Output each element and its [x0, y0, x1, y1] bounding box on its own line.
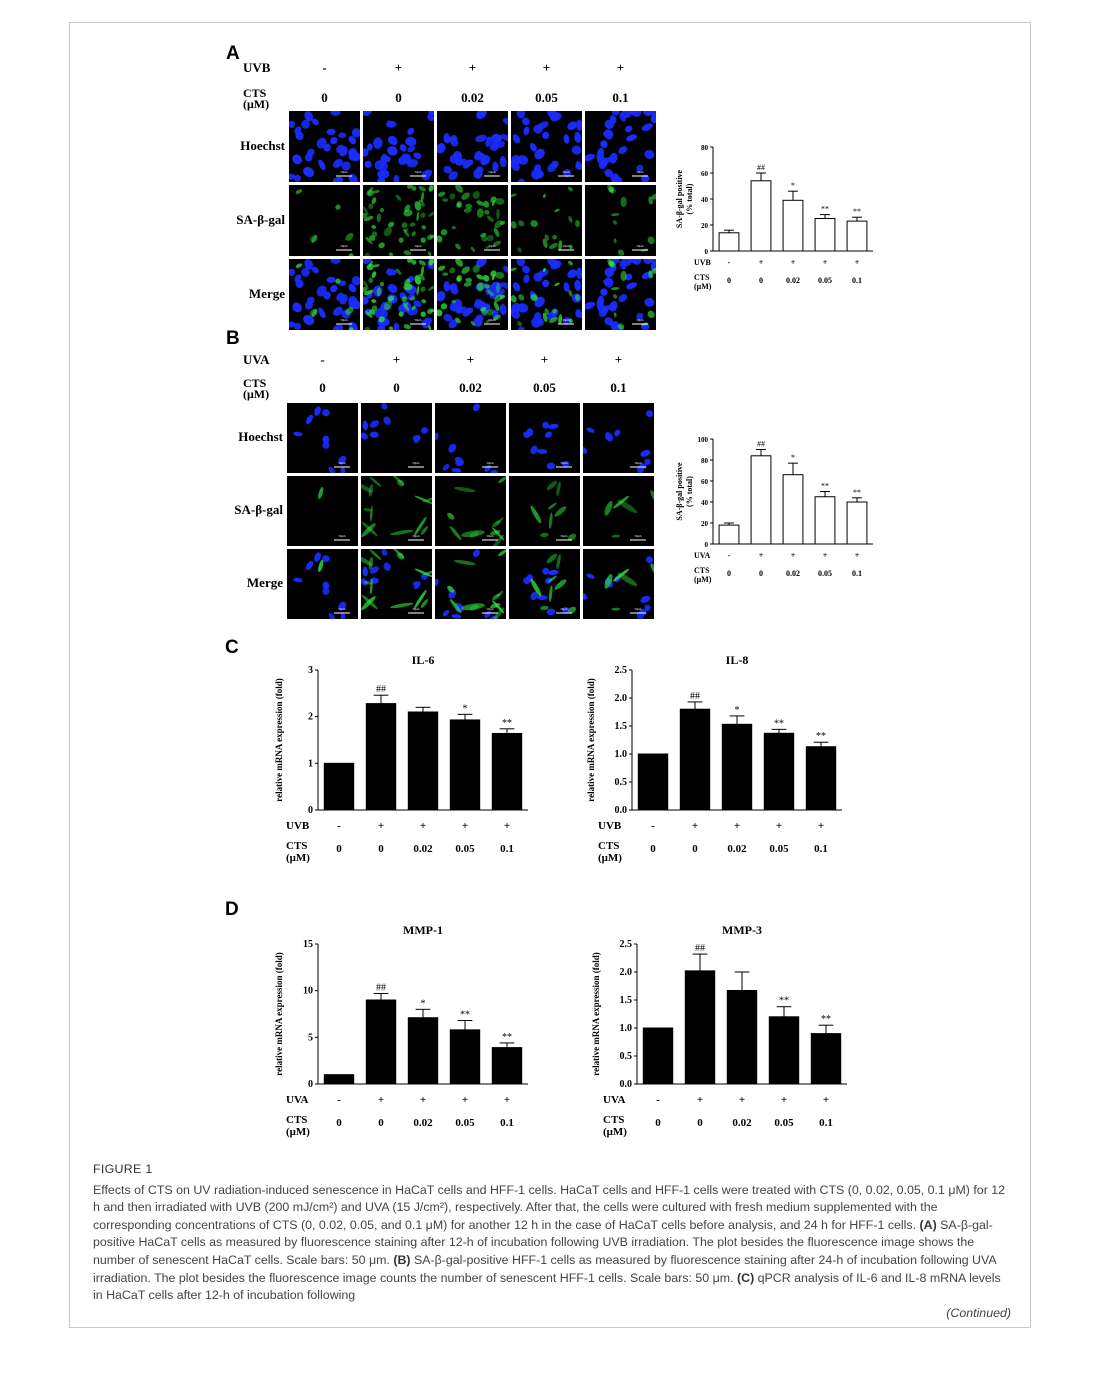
y-axis-label: SA-β-gal positive	[675, 169, 684, 229]
panel-b-row-label-2: Merge	[246, 575, 283, 590]
mmp3-chart	[585, 918, 875, 1144]
scale-bar-label: 50μm	[338, 607, 346, 611]
micrograph-b-r0-c3	[509, 403, 580, 473]
micrograph-b-r1-c3	[509, 476, 580, 546]
panel-a-cts-0: 0	[321, 90, 328, 105]
cts-label: CTS	[694, 566, 710, 575]
cts-tick-label: 0	[655, 1117, 661, 1129]
cts-tick-label: 0	[336, 1117, 342, 1129]
treatment-label: UVB	[286, 820, 310, 832]
significance-mark: **	[821, 481, 829, 491]
y-axis-label: (% total)	[685, 476, 694, 507]
bar	[811, 1034, 840, 1084]
micrograph-a-r0-c0	[289, 111, 363, 186]
scale-bar-label: 50μm	[560, 607, 568, 611]
y-tick-label: 2	[308, 711, 313, 723]
treatment-sign: +	[817, 820, 825, 832]
significance-mark: ##	[757, 439, 765, 449]
treatment-sign: +	[775, 820, 783, 832]
cts-tick-label: 0.02	[727, 843, 747, 855]
treatment-label: UVB	[598, 820, 622, 832]
y-tick-label: 20	[701, 520, 708, 528]
panel-c-letter: C	[225, 637, 239, 658]
cts-tick-label: 0	[378, 1117, 384, 1129]
y-tick-label: 0	[704, 541, 708, 549]
y-tick-label: 0	[308, 805, 313, 816]
scale-bar-label: 50μm	[412, 461, 420, 465]
cts-tick-label: 0	[336, 843, 342, 855]
treatment-sign: -	[727, 551, 731, 560]
caption-intro: Effects of CTS on UV radiation-induced senescence in HaCaT cells and HFF-1 cells. HaCaT cells and HFF-1 cells were treated with CTS (0, 0.02, 0.05, 0.1 μM) for 12 h and then irradiated with UVB (200 mJ/cm²) and UVA (15 J/cm²), respectively. After that, the cells were cultured with fresh medium supplemented with the corresponding concentrations of CTS (0, 0.02, 0.05, and 0.1 μM) for another 12 h in the case of HaCaT cells before analysis, and 24 h for HFF-1 cells.	[93, 1182, 1006, 1232]
significance-mark: **	[853, 207, 861, 217]
scale-bar-label: 50μm	[636, 318, 644, 322]
cts-tick-label: 0	[759, 276, 763, 285]
micrograph-a-r1-c4	[585, 183, 656, 257]
bar	[815, 497, 835, 544]
micrograph-a-r1-c2	[435, 182, 508, 256]
y-tick-label: 2.5	[619, 939, 632, 950]
bar	[751, 456, 771, 544]
panel-a-sign-1: +	[394, 60, 403, 75]
scale-bar-label: 50μm	[560, 534, 568, 538]
cts-tick-label: 0	[378, 843, 384, 855]
y-tick-label: 10	[303, 985, 313, 997]
significance-mark: **	[853, 487, 861, 497]
y-tick-label: 0.0	[614, 805, 627, 816]
treatment-sign: -	[651, 820, 655, 832]
micrograph-a-r1-c1	[361, 182, 436, 260]
panel-a-sign-0: -	[322, 60, 327, 75]
cts-label: CTS	[603, 1114, 625, 1126]
y-tick-label: 80	[701, 144, 708, 152]
treatment-sign: -	[337, 820, 341, 832]
panel-a-sign-4: +	[616, 60, 625, 75]
treatment-label: UVA	[603, 1094, 626, 1106]
cts-tick-label: 0.05	[455, 843, 475, 855]
treatment-sign: +	[503, 820, 511, 832]
micrograph-b-r0-c0	[287, 403, 358, 477]
treatment-sign: -	[656, 1094, 660, 1106]
caption-a-text: SA-β-gal-positive HaCaT cells as measured by fluorescence staining after 12-h of incubation following UVB irradiation. The plot besides the fluorescence image shows the number of senescent HaCaT cells. Scale bars: 50 μm.	[93, 1217, 993, 1267]
panel-b-micrographs	[287, 403, 654, 619]
y-tick-label: 1.5	[619, 995, 632, 1006]
significance-mark: ##	[376, 684, 386, 696]
significance-mark: **	[502, 717, 512, 729]
bar	[815, 219, 835, 252]
cts-tick-label: 0	[727, 276, 731, 285]
y-tick-label: 1.0	[614, 749, 627, 760]
micrograph-a-r2-c4	[583, 253, 656, 330]
cts-tick-label: 0.02	[732, 1117, 752, 1129]
treatment-label: UVA	[286, 1094, 309, 1106]
y-tick-label: 40	[701, 499, 708, 507]
panel-a-row-label-2: Merge	[248, 285, 285, 301]
il8-chart	[580, 648, 870, 870]
significance-mark: ##	[376, 982, 386, 994]
treatment-sign: +	[696, 1094, 704, 1106]
panel-b-sign-4: +	[614, 352, 623, 367]
y-tick-label: 20	[701, 222, 708, 230]
treatment-sign: +	[822, 258, 828, 267]
cts-tick-label: 0	[697, 1117, 703, 1129]
significance-mark: **	[779, 995, 789, 1007]
treatment-sign: +	[419, 820, 427, 832]
y-axis-label: relative mRNA expression (fold)	[586, 678, 596, 802]
panel-b-cts-3: 0.05	[533, 380, 556, 395]
cts-label: CTS	[598, 840, 620, 852]
micrograph-a-r0-c1	[359, 111, 441, 186]
scale-bar-label: 50μm	[340, 318, 348, 322]
bar	[847, 502, 867, 544]
y-tick-label: 5	[308, 1032, 313, 1044]
scale-bar-label: 50μm	[338, 534, 346, 538]
cts-unit-label: (μM)	[603, 1126, 627, 1138]
panel-a-row-label-0: Hoechst	[240, 137, 285, 153]
bar	[680, 709, 709, 810]
caption-c-text: qPCR analysis of IL-6 and IL-8 mRNA levels in HaCaT cells after 12-h of incubation following	[93, 1270, 1001, 1303]
cts-unit-label: (μM)	[286, 1126, 310, 1138]
micrograph-a-r0-c3	[508, 111, 586, 186]
scale-bar-label: 50μm	[634, 461, 642, 465]
treatment-sign: +	[790, 551, 796, 560]
scale-bar-label: 50μm	[634, 607, 642, 611]
micrograph-b-r2-c1	[357, 544, 438, 619]
cts-tick-label: 0	[692, 843, 698, 855]
cts-tick-label: 0.05	[455, 1117, 475, 1129]
significance-mark: **	[821, 204, 829, 214]
treatment-sign: +	[780, 1094, 788, 1106]
bar	[764, 733, 793, 810]
caption-continued: (Continued)	[946, 1305, 1011, 1320]
bar	[638, 754, 667, 810]
micrograph-a-r2-c2	[434, 255, 514, 330]
significance-mark: *	[462, 703, 468, 715]
panel-a-sign-3: +	[542, 60, 551, 75]
cts-tick-label: 0.1	[500, 843, 514, 855]
scale-bar-label: 50μm	[414, 318, 422, 322]
y-axis-label: relative mRNA expression (fold)	[274, 678, 284, 802]
scale-bar-label: 50μm	[488, 170, 496, 174]
figure-caption	[93, 1161, 1011, 1322]
scale-bar-label: 50μm	[486, 461, 494, 465]
treatment-label: UVA	[694, 551, 711, 560]
cts-unit-label: (μM)	[694, 282, 712, 291]
scale-bar-label: 50μm	[338, 461, 346, 465]
treatment-sign: +	[758, 258, 764, 267]
panel-b-sign-0: -	[320, 352, 325, 367]
micrograph-b-r0-c4	[580, 403, 654, 474]
micrograph-b-r2-c4	[580, 549, 654, 619]
bar	[727, 990, 756, 1084]
panel-a-letter: A	[226, 43, 240, 64]
y-tick-label: 1.5	[614, 721, 627, 732]
caption-a-label: (A)	[919, 1217, 937, 1232]
panel-a-cts-1: 0	[395, 90, 402, 105]
panel-b-letter: B	[226, 328, 240, 349]
micrograph-b-r1-c2	[435, 475, 508, 551]
treatment-sign: +	[377, 820, 385, 832]
significance-mark: **	[774, 718, 784, 730]
bar	[324, 1075, 353, 1084]
cts-tick-label: 0.05	[818, 276, 832, 285]
panel-b-cts-label: CTS (μM)	[243, 376, 270, 401]
y-tick-label: 40	[701, 196, 708, 204]
treatment-sign: +	[738, 1094, 746, 1106]
scale-bar-label: 50μm	[634, 534, 642, 538]
y-tick-label: 15	[303, 939, 313, 950]
panel-a-cts-2: 0.02	[461, 90, 484, 105]
bar	[492, 1048, 521, 1084]
chart-title: MMP-1	[403, 923, 443, 937]
cts-tick-label: 0.02	[786, 569, 800, 578]
panel-b-sign-1: +	[392, 352, 401, 367]
cts-tick-label: 0.05	[769, 843, 789, 855]
treatment-sign: -	[727, 258, 731, 267]
treatment-label: UVB	[694, 258, 711, 267]
caption-b-text: SA-β-gal-positive HFF-1 cells as measured by fluorescence staining after 24-h of incubation following UVA irradiation. The plot besides the fluorescence image counts the number of senescent HFF-1 cells. Scale bars: 50 μm.	[93, 1252, 996, 1285]
chart-title: MMP-3	[722, 923, 762, 937]
cts-tick-label: 0.02	[413, 1117, 433, 1129]
cts-tick-label: 0.05	[818, 569, 832, 578]
significance-mark: ##	[757, 163, 765, 172]
micrograph-b-r1-c0	[287, 476, 358, 546]
scale-bar-label: 50μm	[412, 607, 420, 611]
scale-bar-label: 50μm	[414, 170, 422, 174]
micrograph-a-r2-c3	[508, 254, 586, 330]
significance-mark: *	[791, 181, 795, 191]
il6-chart	[268, 648, 558, 870]
y-tick-label: 2.0	[614, 693, 627, 704]
significance-mark: *	[420, 998, 426, 1010]
cts-tick-label: 0.1	[500, 1117, 514, 1129]
scale-bar-label: 50μm	[414, 244, 422, 248]
cts-tick-label: 0.02	[786, 276, 800, 285]
y-tick-label: 60	[701, 170, 708, 178]
bar	[806, 747, 835, 810]
caption-b-label: (B)	[393, 1252, 411, 1267]
y-axis-label: (% total)	[685, 183, 694, 215]
cts-unit-label: (μM)	[694, 575, 712, 584]
y-axis-label: SA-β-gal positive	[675, 462, 684, 521]
scale-bar-label: 50μm	[562, 244, 570, 248]
panel-a-cts-4: 0.1	[612, 90, 629, 105]
scale-bar-label: 50μm	[636, 244, 644, 248]
significance-mark: **	[821, 1014, 831, 1026]
significance-mark: *	[791, 453, 795, 463]
micrograph-b-r0-c1	[359, 403, 432, 473]
micrograph-b-r1-c1	[357, 471, 438, 546]
treatment-sign: +	[691, 820, 699, 832]
panel-a-cts-label: CTS (μM)	[243, 86, 270, 111]
cts-tick-label: 0	[759, 569, 763, 578]
treatment-sign: +	[758, 551, 764, 560]
cts-label: CTS	[286, 840, 308, 852]
y-tick-label: 2.5	[614, 665, 627, 676]
panel-b-cts-4: 0.1	[610, 380, 627, 395]
panel-a-row-label-1: SA-β-gal	[236, 211, 285, 227]
caption-c-label: (C)	[737, 1270, 755, 1285]
scale-bar-label: 50μm	[340, 170, 348, 174]
panel-a-cts-3: 0.05	[535, 90, 558, 105]
panel-b-row-label-1: SA-β-gal	[234, 502, 283, 517]
micrograph-a-r1-c0	[289, 185, 360, 259]
treatment-sign: +	[503, 1094, 511, 1106]
cts-tick-label: 0.1	[819, 1117, 833, 1129]
bar	[450, 1030, 479, 1084]
treatment-sign: -	[337, 1094, 341, 1106]
chart-title: IL-6	[411, 653, 435, 667]
y-tick-label: 0	[308, 1079, 313, 1090]
treatment-sign: +	[822, 551, 828, 560]
panel-a-micrographs	[289, 111, 656, 330]
cts-tick-label: 0.1	[852, 276, 862, 285]
bar	[719, 525, 739, 544]
significance-mark: **	[502, 1031, 512, 1043]
scale-bar-label: 50μm	[562, 170, 570, 174]
scale-bar-label: 50μm	[486, 534, 494, 538]
scale-bar-label: 50μm	[412, 534, 420, 538]
micrograph-b-r0-c2	[433, 403, 506, 476]
treatment-sign: +	[822, 1094, 830, 1106]
bar	[847, 221, 867, 251]
cts-label: CTS	[286, 1114, 308, 1126]
panel-b-cts-0: 0	[319, 380, 326, 395]
bar	[492, 733, 521, 810]
panel-b-sign-3: +	[540, 352, 549, 367]
panel-b-row-label-0: Hoechst	[238, 429, 283, 444]
micrograph-b-r1-c4	[583, 476, 654, 546]
micrograph-a-r2-c0	[289, 256, 363, 330]
bar	[751, 181, 771, 251]
significance-mark: **	[816, 731, 826, 743]
scale-bar-label: 50μm	[562, 318, 570, 322]
bar	[719, 233, 739, 251]
micrograph-b-r2-c3	[509, 549, 580, 619]
treatment-sign: +	[790, 258, 796, 267]
treatment-sign: +	[854, 551, 860, 560]
panel-a-treatment-label: UVB	[243, 60, 271, 75]
micrograph-b-r2-c0	[287, 549, 358, 619]
cts-label: CTS	[694, 273, 710, 282]
y-tick-label: 0.0	[619, 1079, 632, 1090]
bar	[783, 475, 803, 544]
scale-bar-label: 50μm	[488, 318, 496, 322]
significance-mark: **	[460, 1009, 470, 1021]
bar	[685, 971, 714, 1084]
panel-d-letter: D	[225, 899, 239, 920]
y-tick-label: 0	[704, 248, 708, 256]
y-axis-label: relative mRNA expression (fold)	[274, 952, 284, 1076]
scale-bar-label: 50μm	[488, 244, 496, 248]
y-tick-label: 100	[697, 436, 708, 444]
y-tick-label: 80	[701, 457, 708, 465]
cts-tick-label: 0	[727, 569, 731, 578]
cts-unit-label: (μM)	[598, 852, 622, 864]
cts-tick-label: 0	[650, 843, 656, 855]
significance-mark: ##	[690, 690, 700, 702]
panel-b-sign-2: +	[466, 352, 475, 367]
panel-b-cts-1: 0	[393, 380, 400, 395]
cts-unit-label: (μM)	[286, 852, 310, 864]
bar	[324, 763, 353, 810]
bar	[366, 704, 395, 810]
micrograph-a-r1-c3	[509, 185, 582, 256]
caption-title: FIGURE 1	[93, 1162, 153, 1176]
panel-a-sign-2: +	[468, 60, 477, 75]
caption-body	[93, 1182, 1011, 1305]
significance-mark: *	[734, 704, 740, 716]
chart-title: IL-8	[725, 653, 749, 667]
treatment-sign: +	[733, 820, 741, 832]
cts-tick-label: 0.02	[413, 843, 433, 855]
scale-bar-label: 50μm	[636, 170, 644, 174]
scale-bar-label: 50μm	[340, 244, 348, 248]
y-tick-label: 0.5	[614, 777, 627, 788]
y-tick-label: 2.0	[619, 967, 632, 978]
panel-b-cts-2: 0.02	[459, 380, 482, 395]
bar	[408, 712, 437, 810]
treatment-sign: +	[461, 820, 469, 832]
cts-tick-label: 0.1	[814, 843, 828, 855]
significance-mark: ##	[695, 943, 705, 955]
y-tick-label: 60	[701, 478, 708, 486]
micrograph-a-r0-c4	[583, 111, 656, 186]
cts-tick-label: 0.05	[774, 1117, 794, 1129]
treatment-sign: +	[854, 258, 860, 267]
scale-bar-label: 50μm	[486, 607, 494, 611]
y-tick-label: 3	[308, 665, 313, 676]
y-tick-label: 1	[308, 758, 313, 770]
panel-b-treatment-label: UVA	[243, 352, 270, 367]
bar	[769, 1017, 798, 1084]
cts-tick-label: 0.1	[852, 569, 862, 578]
micrograph-a-r0-c2	[434, 111, 514, 182]
treatment-sign: +	[419, 1094, 427, 1106]
bar	[450, 720, 479, 810]
y-tick-label: 1.0	[619, 1023, 632, 1034]
bar	[408, 1018, 437, 1084]
bar	[643, 1028, 672, 1084]
treatment-sign: +	[461, 1094, 469, 1106]
bar	[783, 200, 803, 251]
y-tick-label: 0.5	[619, 1051, 632, 1062]
y-axis-label: relative mRNA expression (fold)	[591, 952, 601, 1076]
mmp1-chart	[268, 918, 558, 1144]
treatment-sign: +	[377, 1094, 385, 1106]
panel-b-bar-chart	[668, 428, 878, 596]
panel-a-bar-chart	[668, 135, 878, 310]
micrograph-b-r2-c2	[433, 548, 508, 619]
scale-bar-label: 50μm	[560, 461, 568, 465]
bar	[366, 1000, 395, 1084]
bar	[722, 724, 751, 810]
micrograph-a-r2-c1	[359, 254, 441, 330]
